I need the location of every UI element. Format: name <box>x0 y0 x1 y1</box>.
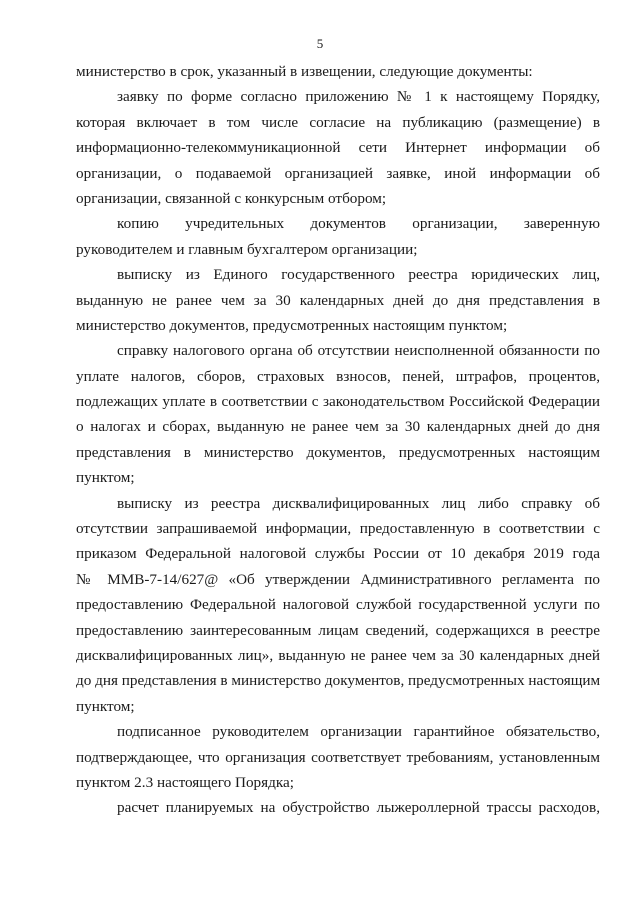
text-line: подлежащих уплате в соответствии с законодательством Российской Федерации <box>76 393 600 411</box>
text-line: о налогах и сборах, выданную не ранее чем за 30 календарных дней до дня <box>76 418 600 436</box>
text-line: дисквалифицированных лиц», выданную не ранее чем за 30 календарных дней <box>76 646 600 664</box>
text-line: № ММВ-7-14/627@ «Об утверждении Административного регламента по <box>76 570 600 588</box>
text-line: информационно-телекоммуникационной сети Интернет информации об <box>76 139 600 157</box>
text-line: предоставлению заинтересованным лицам сведений, содержащихся в реестре <box>76 621 600 639</box>
text-line: приказом Федеральной налоговой службы России от 10 декабря 2019 года <box>76 545 600 563</box>
text-line: которая включает в том числе согласие на публикацию (размещение) в <box>76 113 600 131</box>
text-line: выписку из реестра дисквалифицированных лиц либо справку об <box>117 494 600 512</box>
text-line: копию учредительных документов организации, заверенную <box>117 215 600 233</box>
page-number: 5 <box>316 36 324 51</box>
text-line: подтверждающее, что организация соответствует требованиям, установленным <box>76 748 600 766</box>
text-line: руководителем и главным бухгалтером организации; <box>76 240 418 258</box>
text-line: министерство документов, предусмотренных настоящим пунктом; <box>76 316 508 334</box>
text-line: выданную не ранее чем за 30 календарных дней до дня представления в <box>76 291 600 309</box>
text-line: выписку из Единого государственного реестра юридических лиц, <box>117 266 600 284</box>
text-line: пунктом; <box>76 469 135 487</box>
text-line: предоставлению Федеральной налоговой службой государственной услуги по <box>76 596 600 614</box>
text-line: представления в министерство документов, предусмотренных настоящим <box>76 443 600 461</box>
text-line: организации, о подаваемой организацией заявке, иной информации об <box>76 164 600 182</box>
text-line: отсутствии запрашиваемой информации, предоставленную в соответствии с <box>76 520 600 538</box>
text-line: министерство в срок, указанный в извещении, следующие документы: <box>76 63 533 80</box>
document-body <box>76 59 600 821</box>
text-line: справку налогового органа об отсутствии неисполненной обязанности по <box>117 342 600 360</box>
text-line: уплате налогов, сборов, страховых взносов, пеней, штрафов, процентов, <box>76 367 600 385</box>
text-line: заявку по форме согласно приложению № 1 к настоящему Порядку, <box>117 88 600 106</box>
text-line: подписанное руководителем организации гарантийное обязательство, <box>117 723 600 741</box>
text-line: организации, связанной с конкурсным отбором; <box>76 189 387 207</box>
text-line: расчет планируемых на обустройство лыжероллерной трассы расходов, <box>117 799 600 817</box>
text-line: до дня представления в министерство документов, предусмотренных настоящим <box>76 672 601 690</box>
text-line: пунктом; <box>76 697 135 715</box>
text-line: пунктом 2.3 настоящего Порядка; <box>76 773 294 791</box>
